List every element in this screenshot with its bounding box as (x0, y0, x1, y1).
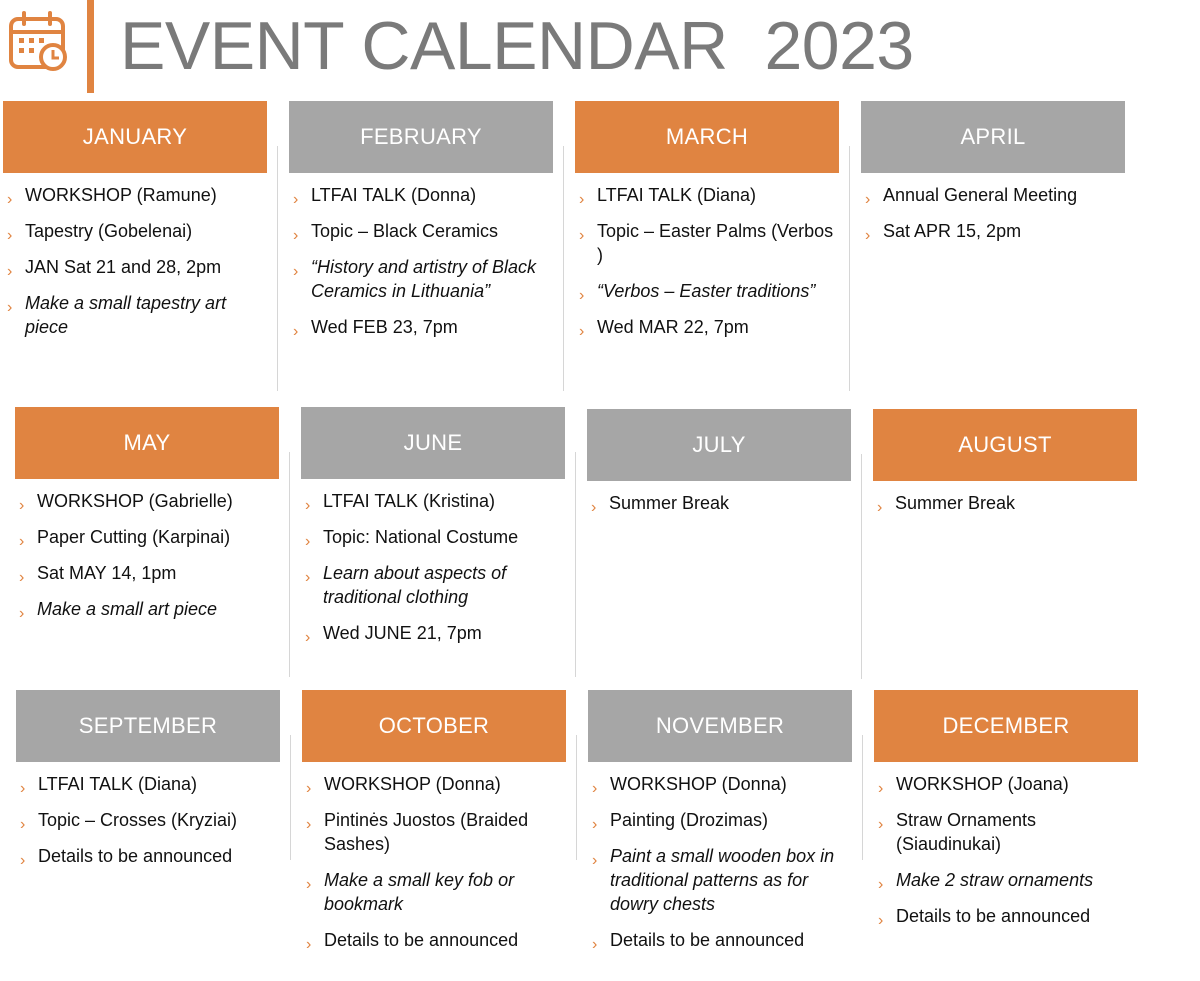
event-text: JAN Sat 21 and 28, 2pm (25, 257, 222, 277)
event-item (3, 255, 267, 279)
month-card-0 (3, 101, 267, 351)
event-text: Make a small art piece (37, 599, 218, 619)
page-title: EVENT CALENDAR 2023 (120, 8, 914, 84)
event-text: Pintinės Juostos (Braided Sashes) (324, 810, 529, 854)
event-text: WORKSHOP (Donna) (610, 774, 787, 794)
chevron-right-icon: › (306, 936, 312, 953)
event-item (15, 597, 279, 621)
event-item (587, 491, 851, 515)
event-item (588, 844, 852, 916)
chevron-right-icon: › (306, 876, 312, 893)
event-text: Details to be announced (610, 930, 805, 950)
event-text: Make a small tapestry art piece (25, 293, 227, 337)
event-list (3, 173, 267, 339)
event-text: Topic: National Costume (323, 527, 519, 547)
column-divider (290, 735, 291, 860)
event-list (289, 173, 553, 339)
event-item (289, 315, 553, 339)
event-item (575, 183, 839, 207)
chevron-right-icon: › (878, 780, 884, 797)
event-text: Paper Cutting (Karpinai) (37, 527, 231, 547)
chevron-right-icon: › (19, 569, 25, 586)
chevron-right-icon: › (579, 323, 585, 340)
event-item (289, 255, 553, 303)
chevron-right-icon: › (305, 629, 311, 646)
month-card-2 (575, 101, 839, 351)
event-list (588, 762, 852, 952)
event-item (3, 291, 267, 339)
chevron-right-icon: › (306, 816, 312, 833)
event-text: “History and artistry of Black Ceramics in Lithuania” (311, 257, 537, 301)
column-divider (576, 735, 577, 860)
month-header: OCTOBER (302, 690, 566, 762)
event-text: Straw Ornaments (Siaudinukai) (896, 810, 1037, 854)
chevron-right-icon: › (592, 816, 598, 833)
event-item (575, 219, 839, 267)
event-text: Painting (Drozimas) (610, 810, 769, 830)
month-card-5 (301, 407, 565, 657)
chevron-right-icon: › (7, 191, 13, 208)
event-item (301, 525, 565, 549)
event-item (588, 772, 852, 796)
event-list (16, 762, 280, 868)
month-header: NOVEMBER (588, 690, 852, 762)
event-item (302, 868, 566, 916)
chevron-right-icon: › (7, 227, 13, 244)
month-card-1 (289, 101, 553, 351)
chevron-right-icon: › (20, 852, 26, 869)
month-header: AUGUST (873, 409, 1137, 481)
event-text: Tapestry (Gobelenai) (25, 221, 193, 241)
month-card-9 (302, 690, 566, 964)
chevron-right-icon: › (591, 499, 597, 516)
event-item (16, 844, 280, 868)
chevron-right-icon: › (878, 876, 884, 893)
event-item (874, 868, 1138, 892)
event-item (873, 491, 1137, 515)
chevron-right-icon: › (865, 191, 871, 208)
event-text: WORKSHOP (Ramune) (25, 185, 217, 205)
event-list (575, 173, 839, 339)
month-header: JANUARY (3, 101, 267, 173)
event-text: Details to be announced (38, 846, 233, 866)
event-text: WORKSHOP (Joana) (896, 774, 1069, 794)
event-item (16, 808, 280, 832)
column-divider (563, 146, 564, 391)
event-item (3, 219, 267, 243)
event-text: LTFAI TALK (Kristina) (323, 491, 496, 511)
event-text: Topic – Easter Palms (Verbos ) (597, 221, 834, 265)
chevron-right-icon: › (878, 816, 884, 833)
event-item (289, 183, 553, 207)
chevron-right-icon: › (878, 912, 884, 929)
event-item (861, 183, 1125, 207)
event-text: Wed JUNE 21, 7pm (323, 623, 482, 643)
chevron-right-icon: › (579, 191, 585, 208)
event-item (15, 525, 279, 549)
event-item (874, 808, 1138, 856)
chevron-right-icon: › (877, 499, 883, 516)
column-divider (849, 146, 850, 391)
event-text: Sat APR 15, 2pm (883, 221, 1022, 241)
month-header: MAY (15, 407, 279, 479)
chevron-right-icon: › (19, 605, 25, 622)
month-card-8 (16, 690, 280, 880)
column-divider (861, 454, 862, 679)
chevron-right-icon: › (579, 227, 585, 244)
month-card-7 (873, 409, 1137, 527)
calendar-clock-icon (8, 10, 68, 72)
chevron-right-icon: › (305, 569, 311, 586)
event-item (301, 489, 565, 513)
month-header: JULY (587, 409, 851, 481)
month-header: JUNE (301, 407, 565, 479)
event-list (587, 481, 851, 515)
month-header: DECEMBER (874, 690, 1138, 762)
event-item (289, 219, 553, 243)
chevron-right-icon: › (7, 299, 13, 316)
chevron-right-icon: › (293, 227, 299, 244)
month-card-6 (587, 409, 851, 527)
event-list (301, 479, 565, 645)
event-text: Make a small key fob or bookmark (324, 870, 515, 914)
chevron-right-icon: › (19, 497, 25, 514)
event-item (575, 279, 839, 303)
month-header: APRIL (861, 101, 1125, 173)
column-divider (575, 452, 576, 677)
chevron-right-icon: › (293, 191, 299, 208)
event-text: Sat MAY 14, 1pm (37, 563, 177, 583)
chevron-right-icon: › (293, 263, 299, 280)
event-list (15, 479, 279, 621)
event-item (15, 561, 279, 585)
event-list (873, 481, 1137, 515)
chevron-right-icon: › (7, 263, 13, 280)
header-divider (87, 0, 94, 93)
event-item (861, 219, 1125, 243)
event-item (302, 772, 566, 796)
chevron-right-icon: › (592, 936, 598, 953)
event-text: “Verbos – Easter traditions” (597, 281, 816, 301)
event-text: WORKSHOP (Gabrielle) (37, 491, 233, 511)
event-item (588, 808, 852, 832)
event-item (301, 621, 565, 645)
month-header: MARCH (575, 101, 839, 173)
month-card-4 (15, 407, 279, 633)
column-divider (289, 452, 290, 677)
event-text: Wed MAR 22, 7pm (597, 317, 749, 337)
chevron-right-icon: › (592, 852, 598, 869)
event-item (588, 928, 852, 952)
event-text: LTFAI TALK (Diana) (38, 774, 198, 794)
chevron-right-icon: › (305, 533, 311, 550)
event-text: Details to be announced (896, 906, 1091, 926)
chevron-right-icon: › (592, 780, 598, 797)
event-text: Paint a small wooden box in traditional patterns as for dowry chests (610, 846, 835, 914)
event-text: Wed FEB 23, 7pm (311, 317, 458, 337)
event-list (302, 762, 566, 952)
event-list (861, 173, 1125, 243)
event-item (301, 561, 565, 609)
chevron-right-icon: › (19, 533, 25, 550)
event-text: LTFAI TALK (Diana) (597, 185, 757, 205)
event-text: Make 2 straw ornaments (896, 870, 1094, 890)
event-text: WORKSHOP (Donna) (324, 774, 501, 794)
event-item (575, 315, 839, 339)
event-text: LTFAI TALK (Donna) (311, 185, 477, 205)
chevron-right-icon: › (305, 497, 311, 514)
chevron-right-icon: › (20, 780, 26, 797)
month-card-11 (874, 690, 1138, 940)
chevron-right-icon: › (306, 780, 312, 797)
event-item (874, 772, 1138, 796)
month-header: FEBRUARY (289, 101, 553, 173)
event-text: Annual General Meeting (883, 185, 1078, 205)
event-item (302, 928, 566, 952)
column-divider (862, 735, 863, 860)
event-item (3, 183, 267, 207)
event-text: Details to be announced (324, 930, 519, 950)
event-item (15, 489, 279, 513)
month-card-3 (861, 101, 1125, 255)
event-item (302, 808, 566, 856)
event-list (874, 762, 1138, 928)
event-text: Summer Break (895, 493, 1016, 513)
event-text: Topic – Black Ceramics (311, 221, 499, 241)
chevron-right-icon: › (865, 227, 871, 244)
chevron-right-icon: › (579, 287, 585, 304)
chevron-right-icon: › (293, 323, 299, 340)
event-item (874, 904, 1138, 928)
month-card-10 (588, 690, 852, 964)
event-text: Learn about aspects of traditional clothing (323, 563, 507, 607)
event-text: Topic – Crosses (Kryziai) (38, 810, 238, 830)
event-text: Summer Break (609, 493, 730, 513)
chevron-right-icon: › (20, 816, 26, 833)
column-divider (277, 146, 278, 391)
month-header: SEPTEMBER (16, 690, 280, 762)
event-item (16, 772, 280, 796)
